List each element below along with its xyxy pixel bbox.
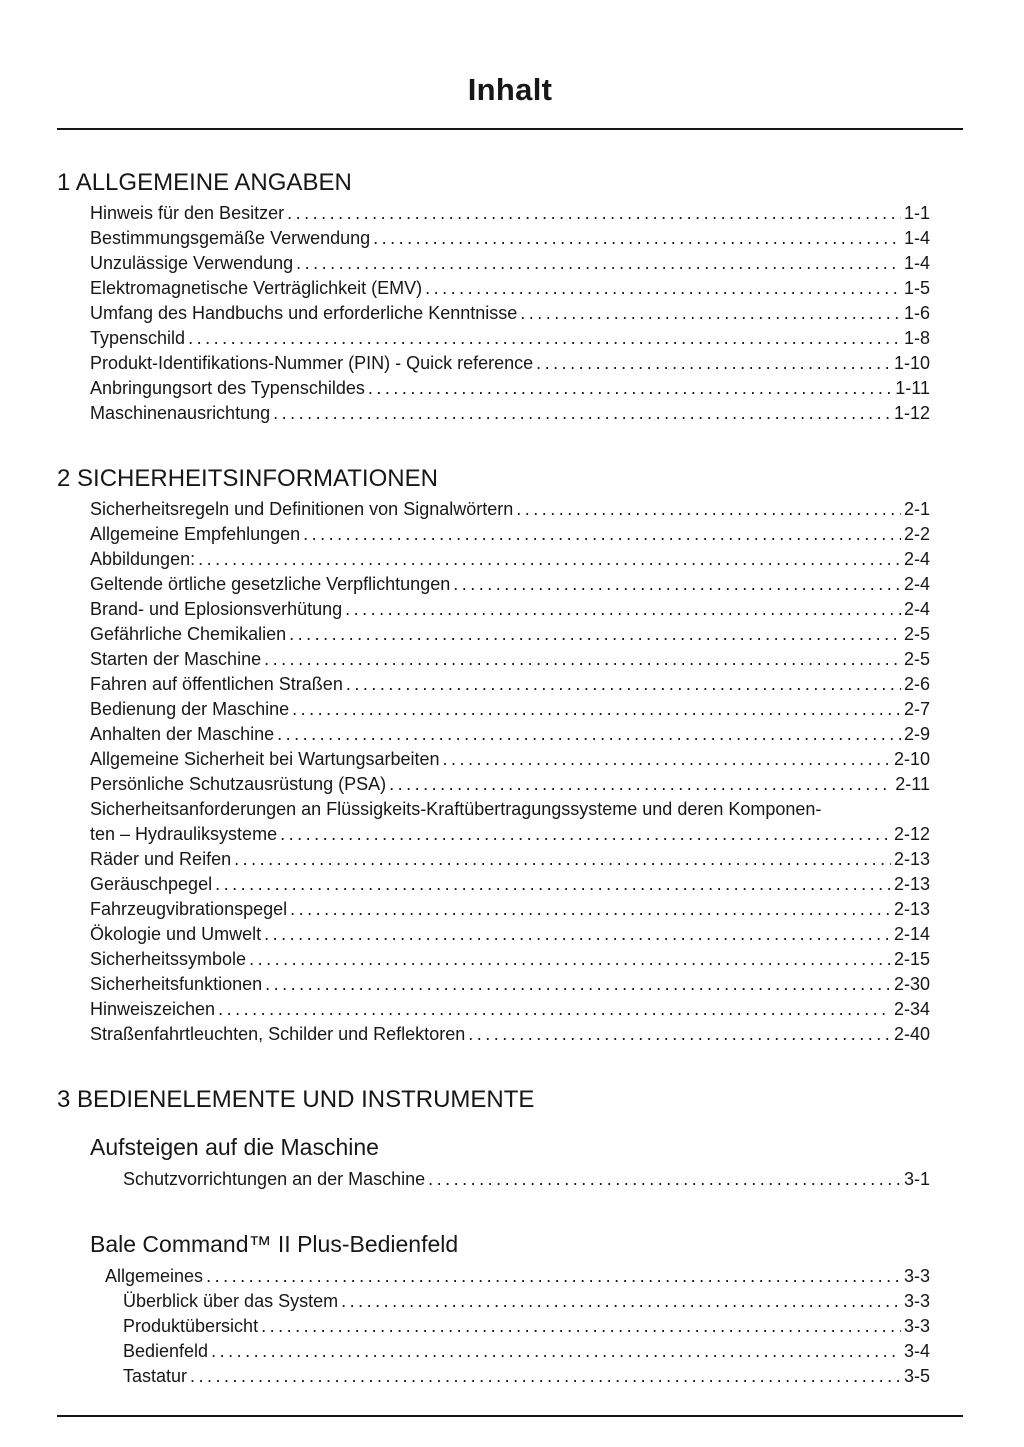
entry-page: 2-14: [893, 924, 930, 944]
toc-entry: [90, 997, 930, 1022]
entry-label: ten – Hydrauliksysteme: [90, 824, 278, 844]
entry-label: Produkt-Identifikations-Nummer (PIN) - Quick reference: [90, 353, 534, 373]
entry-page: 2-13: [893, 874, 930, 894]
entry-page: 2-13: [893, 849, 930, 869]
toc-section: [57, 168, 963, 426]
entry-label: Sicherheitsfunktionen: [90, 974, 263, 994]
toc-section: [57, 464, 963, 1047]
entry-label: Gefährliche Chemikalien: [90, 624, 287, 644]
toc-entry: [90, 972, 930, 997]
entry-page: 2-40: [893, 1024, 930, 1044]
entry-page: 2-30: [893, 974, 930, 994]
entry-label: Anbringungsort des Typenschildes: [90, 378, 365, 398]
toc-entry: [90, 772, 930, 797]
entry-label: Unzulässige Verwendung: [90, 253, 294, 273]
dot-leader: [536, 351, 891, 376]
entry-label: Bedienfeld: [123, 1341, 209, 1361]
entry-list: [57, 201, 963, 426]
toc-entry: [90, 1022, 930, 1047]
entry-label: Maschinenausrichtung: [90, 403, 271, 423]
entry-page: 1-12: [893, 403, 930, 423]
entry-label: Hinweis für den Besitzer: [90, 203, 285, 223]
dot-leader: [264, 647, 901, 672]
entry-page: 1-4: [903, 228, 930, 248]
dot-leader: [273, 401, 891, 426]
entry-label: Elektromagnetische Verträglichkeit (EMV): [90, 278, 423, 298]
dot-leader: [215, 872, 891, 897]
entry-page: 2-4: [903, 574, 930, 594]
toc-entry: [90, 672, 930, 697]
toc-entry: [90, 401, 930, 426]
entry-page: 1-10: [893, 353, 930, 373]
entry-page: 3-4: [903, 1341, 930, 1361]
toc-entry: [123, 1167, 930, 1192]
dot-leader: [277, 722, 901, 747]
toc-entry: [90, 276, 930, 301]
entry-label: Überblick über das System: [123, 1291, 339, 1311]
entry-page: 2-4: [903, 549, 930, 569]
entry-label: Fahrzeugvibrationspegel: [90, 899, 288, 919]
toc-entry: [123, 1314, 930, 1339]
entry-page: 3-1: [903, 1169, 930, 1189]
dot-leader: [264, 922, 891, 947]
toc-entry: [90, 647, 930, 672]
entry-label: Bedienung der Maschine: [90, 699, 290, 719]
entry-page: 2-34: [893, 999, 930, 1019]
toc-entry: [105, 1264, 930, 1289]
dot-leader: [265, 972, 891, 997]
dot-leader: [520, 301, 901, 326]
toc-section: [57, 1085, 963, 1389]
subsection-title: Bale Command™ II Plus-Bedienfeld: [90, 1231, 459, 1257]
toc-sections: [57, 168, 963, 1389]
entry-page: 2-7: [903, 699, 930, 719]
dot-leader: [198, 547, 901, 572]
dot-leader: [249, 947, 891, 972]
entry-list: [57, 1167, 963, 1192]
entry-list: [57, 497, 963, 1047]
dot-leader: [368, 376, 892, 401]
dot-leader: [218, 997, 891, 1022]
dot-leader: [292, 697, 901, 722]
dot-leader: [290, 897, 891, 922]
entry-page: 2-12: [893, 824, 930, 844]
dot-leader: [234, 847, 891, 872]
dot-leader: [453, 572, 901, 597]
entry-label: Straßenfahrtleuchten, Schilder und Reflektoren: [90, 1024, 466, 1044]
section-heading: 3 BEDIENELEMENTE UND INSTRUMENTE: [57, 1086, 535, 1113]
dot-leader: [468, 1022, 891, 1047]
entry-label: Geltende örtliche gesetzliche Verpflichtungen: [90, 574, 451, 594]
entry-label: Typenschild: [90, 328, 186, 348]
dot-leader: [516, 497, 901, 522]
entry-page: 3-3: [903, 1266, 930, 1286]
entry-page: 2-4: [903, 599, 930, 619]
toc-entry: [90, 547, 930, 572]
dot-leader: [211, 1339, 901, 1364]
entry-label: Allgemeine Sicherheit bei Wartungsarbeiten: [90, 749, 440, 769]
subsection-title: Aufsteigen auf die Maschine: [90, 1134, 379, 1160]
dot-leader: [287, 201, 901, 226]
entry-page: 2-2: [903, 524, 930, 544]
toc-entry: [90, 522, 930, 547]
entry-label: Geräuschpegel: [90, 874, 213, 894]
entry-label: Sicherheitsregeln und Definitionen von Signalwörtern: [90, 499, 514, 519]
entry-page: 2-11: [895, 774, 930, 794]
entry-label: Umfang des Handbuchs und erforderliche Kenntnisse: [90, 303, 518, 323]
dot-leader: [206, 1264, 901, 1289]
entry-label: Produktübersicht: [123, 1316, 259, 1336]
toc-entry: [90, 597, 930, 622]
toc-entry: [90, 251, 930, 276]
entry-label: Sicherheitssymbole: [90, 949, 247, 969]
dot-leader: [425, 276, 901, 301]
dot-leader: [428, 1167, 901, 1192]
toc-entry: [90, 201, 930, 226]
toc-entry: [90, 697, 930, 722]
entry-page: 2-5: [903, 624, 930, 644]
dot-leader: [443, 747, 891, 772]
section-heading: 1 ALLGEMEINE ANGABEN: [57, 169, 352, 196]
toc-entry: [90, 822, 930, 847]
entry-page: 3-3: [903, 1316, 930, 1336]
entry-page: 2-10: [893, 749, 930, 769]
entry-page: 2-6: [903, 674, 930, 694]
entry-label: Räder und Reifen: [90, 849, 232, 869]
entry-page: 3-3: [903, 1291, 930, 1311]
toc-entry: [90, 351, 930, 376]
footer-divider: [57, 1415, 963, 1417]
toc-entry: [90, 947, 930, 972]
entry-page: 1-8: [903, 328, 930, 348]
entry-label: Abbildungen:: [90, 549, 196, 569]
toc-entry: [90, 847, 930, 872]
dot-leader: [345, 597, 901, 622]
toc-entry: [90, 622, 930, 647]
entry-list: [57, 1264, 963, 1389]
entry-label: Brand- und Eplosionsverhütung: [90, 599, 343, 619]
toc-entry: [90, 572, 930, 597]
entry-label: Starten der Maschine: [90, 649, 262, 669]
entry-label: Anhalten der Maschine: [90, 724, 275, 744]
entry-page: 1-11: [895, 378, 930, 398]
title-divider: [57, 128, 963, 130]
entry-label: Sicherheitsanforderungen an Flüssigkeits-Kraftübertragungssysteme und deren Komponen-: [90, 799, 822, 819]
toc-entry: [90, 747, 930, 772]
entry-label: Allgemeines: [105, 1266, 204, 1286]
entry-page: 2-13: [893, 899, 930, 919]
toc-entry: [90, 497, 930, 522]
toc-entry: [90, 722, 930, 747]
entry-label: Persönliche Schutzausrüstung (PSA): [90, 774, 387, 794]
dot-leader: [346, 672, 901, 697]
entry-page: 2-5: [903, 649, 930, 669]
dot-leader: [190, 1364, 901, 1389]
toc-entry: [90, 897, 930, 922]
entry-page: 1-6: [903, 303, 930, 323]
toc-entry: [90, 872, 930, 897]
entry-label: Tastatur: [123, 1366, 188, 1386]
toc-entry: [90, 326, 930, 351]
entry-page: 2-15: [893, 949, 930, 969]
toc-entry: [90, 922, 930, 947]
dot-leader: [389, 772, 892, 797]
section-heading: 2 SICHERHEITSINFORMATIONEN: [57, 465, 438, 492]
entry-label: Schutzvorrichtungen an der Maschine: [123, 1169, 426, 1189]
toc-entry: [123, 1289, 930, 1314]
dot-leader: [341, 1289, 901, 1314]
dot-leader: [296, 251, 901, 276]
entry-page: 2-9: [903, 724, 930, 744]
entry-page: 1-4: [903, 253, 930, 273]
dot-leader: [261, 1314, 901, 1339]
entry-label: Allgemeine Empfehlungen: [90, 524, 301, 544]
entry-label: Ökologie und Umwelt: [90, 924, 262, 944]
dot-leader: [303, 522, 901, 547]
entry-label: Fahren auf öffentlichen Straßen: [90, 674, 343, 694]
dot-leader: [280, 822, 891, 847]
dot-leader: [289, 622, 901, 647]
toc-entry: [90, 226, 930, 251]
toc-entry: [123, 1364, 930, 1389]
dot-leader: [373, 226, 901, 251]
toc-entry: [90, 301, 930, 326]
entry-label: Bestimmungsgemäße Verwendung: [90, 228, 371, 248]
entry-page: 2-1: [903, 499, 930, 519]
dot-leader: [188, 326, 901, 351]
entry-label: Hinweiszeichen: [90, 999, 216, 1019]
entry-page: 1-1: [903, 203, 930, 223]
toc-entry: [90, 797, 930, 822]
page-title: Inhalt: [467, 72, 553, 107]
entry-page: 1-5: [903, 278, 930, 298]
toc-entry: [90, 376, 930, 401]
toc-entry: [123, 1339, 930, 1364]
entry-page: 3-5: [903, 1366, 930, 1386]
